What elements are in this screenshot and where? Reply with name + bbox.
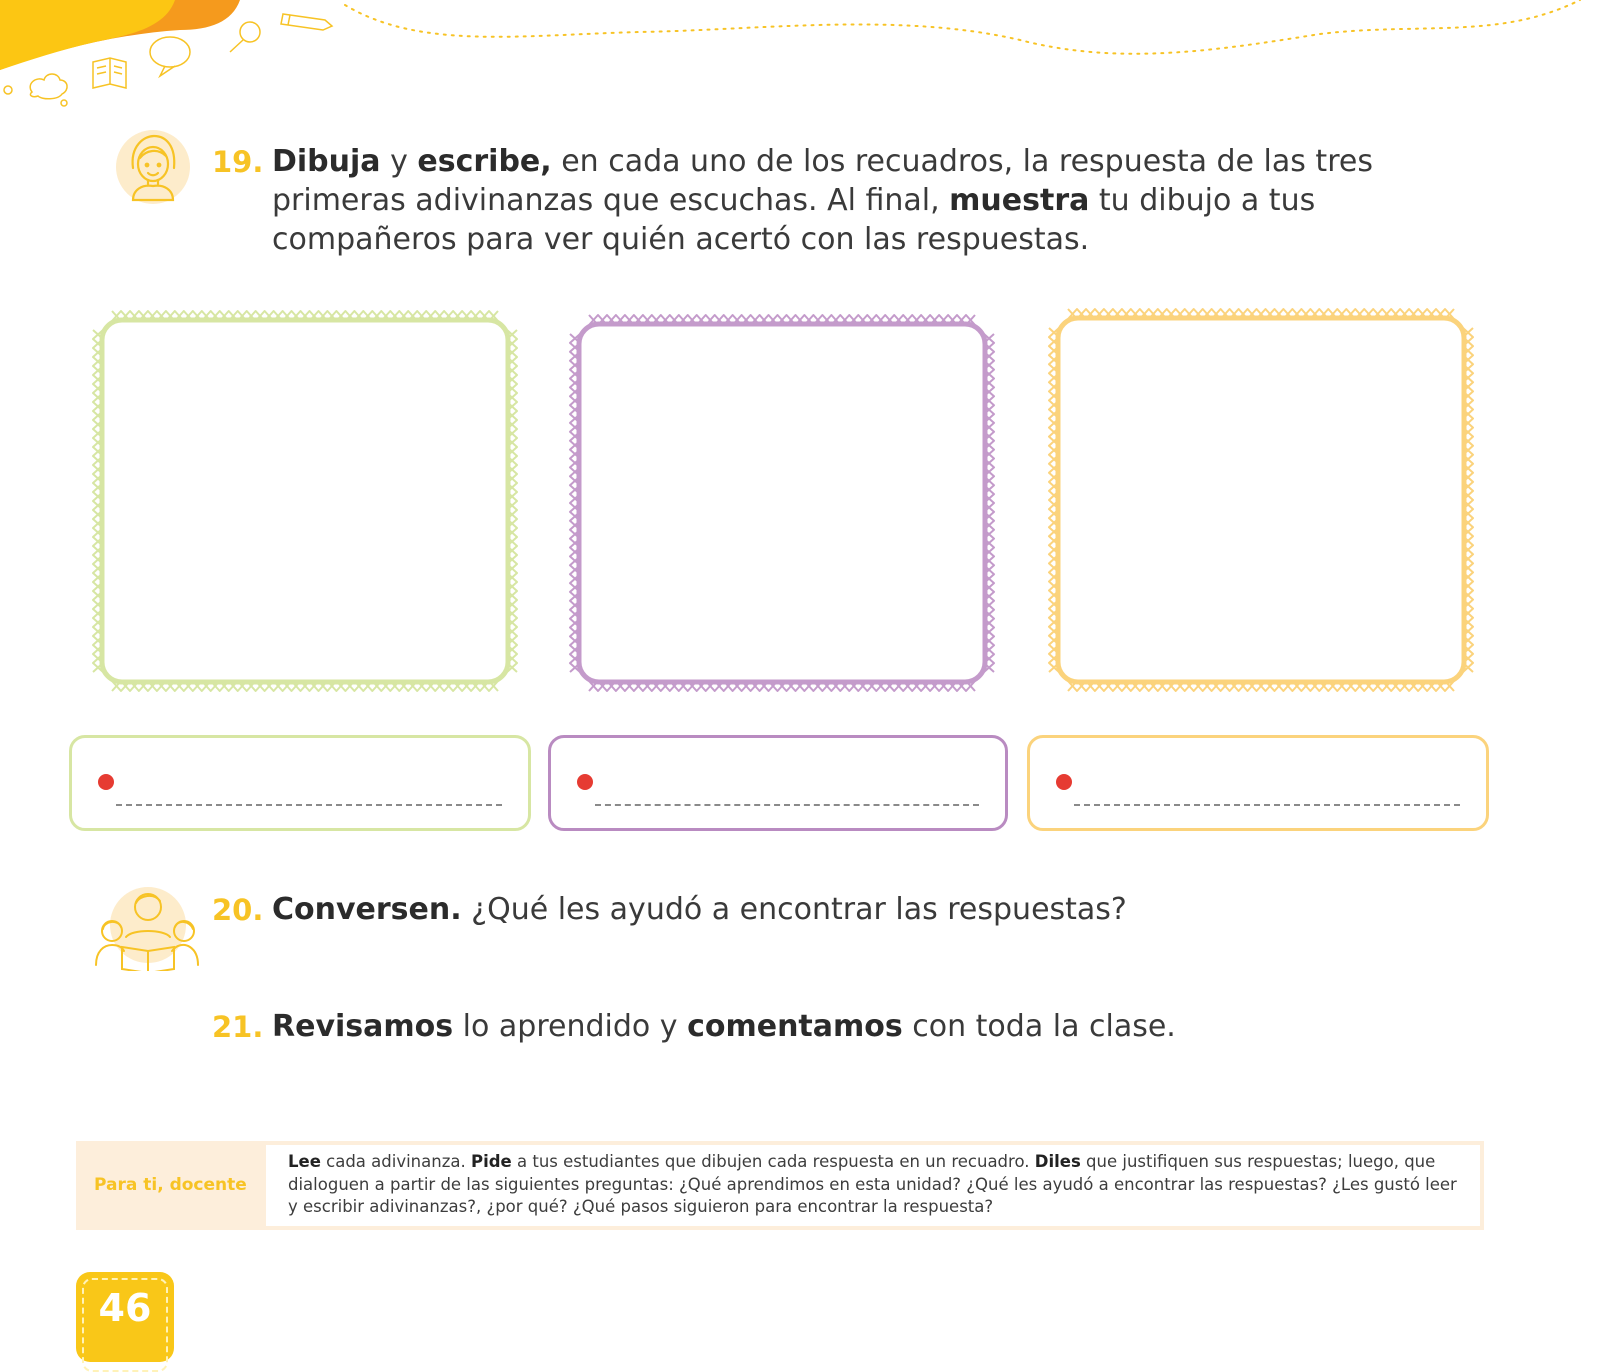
answer-line[interactable] <box>1074 804 1460 806</box>
activity-21-instructions <box>272 1007 1422 1046</box>
frame-border <box>579 324 985 682</box>
page-number-tab <box>76 1272 174 1362</box>
answer-line[interactable] <box>595 804 979 806</box>
girl-avatar-icon <box>114 128 192 206</box>
text-segment: y <box>380 144 418 179</box>
bold-text-segment: Pide <box>470 1152 512 1171</box>
drawing-frame-2[interactable] <box>565 310 999 696</box>
bold-text-segment: muestra <box>949 183 1090 218</box>
pencil-icon <box>281 14 332 30</box>
text-segment: en cada uno de los recuadros, la respuesta de las tres primeras adivinanzas que escuchas. Al final, <box>272 144 1373 218</box>
text-segment: que justifiquen sus respuestas; luego, que dialoguen a partir de las siguientes preguntas: ¿Qué aprendimos en esta unidad? ¿Qué les ayudó a encontrar las respuestas? ¿Les gustó leer y escribir adivinanzas?, ¿por qué? ¿Qué pasos siguieron para encontrar la respuesta? <box>288 1152 1457 1216</box>
teacher-note-label-area <box>80 1145 266 1226</box>
answer-box-1[interactable] <box>69 735 531 831</box>
text-segment: con toda la clase. <box>902 1009 1176 1044</box>
activity-20-number: 20. <box>212 893 264 927</box>
text-segment: a tus estudiantes que dibujen cada respuesta en un recuadro. <box>511 1152 1035 1171</box>
speech-bubble-icon <box>150 37 190 76</box>
teacher-note-label: Para ti, docente <box>94 1175 247 1195</box>
bullet-dot <box>577 774 593 790</box>
text-segment: ¿Qué les ayudó a encontrar las respuestas? <box>461 892 1127 927</box>
text-segment: lo aprendido y <box>453 1009 688 1044</box>
bold-text-segment: Revisamos <box>272 1009 454 1044</box>
answer-box-2[interactable] <box>548 735 1008 831</box>
bullet-dot <box>1056 774 1072 790</box>
frame-border <box>102 320 508 682</box>
bullet-dot <box>98 774 114 790</box>
text-segment: cada adivinanza. <box>320 1152 471 1171</box>
teacher-note <box>76 1141 1484 1230</box>
header-doodles <box>0 0 1600 120</box>
thought-cloud-icon <box>4 74 67 106</box>
page-number: 46 <box>98 1286 152 1330</box>
activity-21-number: 21. <box>212 1010 264 1044</box>
book-icon <box>93 58 126 88</box>
text-segment: tu dibujo a tus compañeros para ver quién acertó con las respuestas. <box>272 183 1316 257</box>
activity-19-instructions <box>272 142 1422 259</box>
drawing-frame-3[interactable] <box>1044 304 1478 696</box>
activity-19-number: 19. <box>212 145 264 179</box>
bold-text-segment: comentamos <box>687 1009 903 1044</box>
activity-20-instructions <box>272 890 1422 929</box>
group-reading-icon <box>92 885 202 971</box>
bold-text-segment: escribe, <box>417 144 552 179</box>
bold-text-segment: Dibuja <box>272 144 381 179</box>
teacher-note-text <box>288 1151 1468 1219</box>
answer-line[interactable] <box>116 804 502 806</box>
bold-text-segment: Conversen. <box>272 892 462 927</box>
magnifier-icon <box>230 22 260 52</box>
bold-text-segment: Lee <box>288 1152 321 1171</box>
frame-border <box>1058 318 1464 682</box>
answer-box-3[interactable] <box>1027 735 1489 831</box>
bold-text-segment: Diles <box>1034 1152 1081 1171</box>
drawing-frame-1[interactable] <box>88 306 522 696</box>
